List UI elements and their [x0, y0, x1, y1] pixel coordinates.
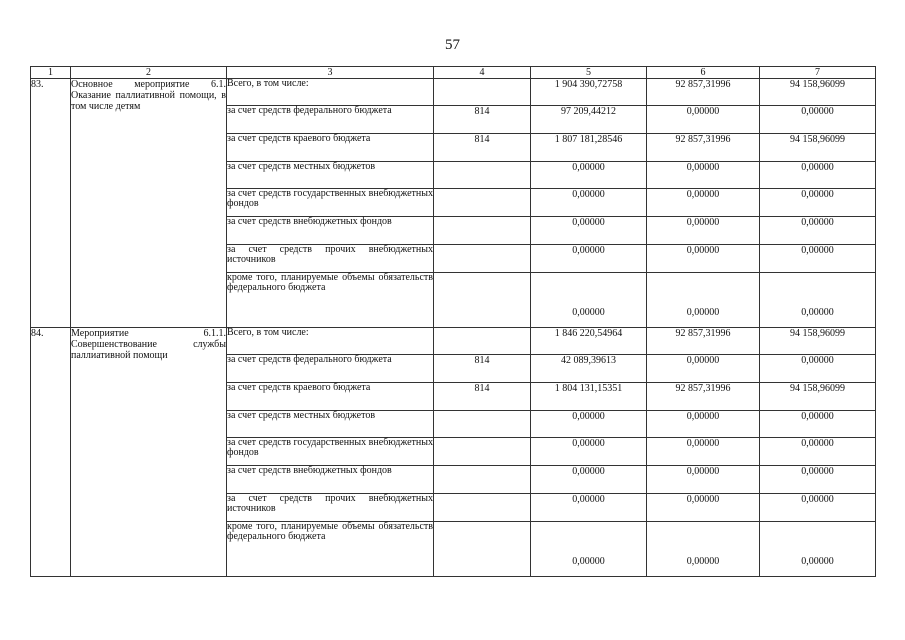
funding-source: за счет средств местных бюджетов [227, 411, 434, 438]
budget-code [434, 273, 531, 328]
value-col-7: 0,00000 [760, 106, 876, 134]
budget-code: 814 [434, 106, 531, 134]
value-col-6: 0,00000 [647, 217, 760, 245]
funding-source: за счет средств прочих внебюджетных источников [227, 245, 434, 273]
budget-code [434, 217, 531, 245]
value-col-5: 1 807 181,28546 [531, 134, 647, 162]
funding-source: за счет средств краевого бюджета [227, 383, 434, 411]
table-body [31, 67, 876, 577]
activity-name: Мероприятие 6.1.1. Совершенствование службы паллиативной помощи [71, 328, 227, 577]
value-col-6: 0,00000 [647, 494, 760, 522]
budget-table [30, 66, 876, 577]
table-row [31, 79, 876, 106]
budget-code [434, 189, 531, 217]
value-col-6: 0,00000 [647, 106, 760, 134]
value-col-5: 97 209,44212 [531, 106, 647, 134]
page-number: 57 [445, 37, 460, 53]
value-col-7: 0,00000 [760, 522, 876, 577]
budget-code [434, 522, 531, 577]
value-col-5: 0,00000 [531, 494, 647, 522]
value-col-5: 1 804 131,15351 [531, 383, 647, 411]
value-col-5: 0,00000 [531, 189, 647, 217]
value-col-6: 92 857,31996 [647, 134, 760, 162]
funding-source: за счет средств местных бюджетов [227, 162, 434, 189]
value-col-6: 92 857,31996 [647, 79, 760, 106]
value-col-5: 0,00000 [531, 245, 647, 273]
value-col-7: 0,00000 [760, 217, 876, 245]
value-col-5: 1 846 220,54964 [531, 328, 647, 355]
value-col-7: 94 158,96099 [760, 134, 876, 162]
value-col-7: 0,00000 [760, 162, 876, 189]
budget-code [434, 411, 531, 438]
column-header: 7 [760, 67, 876, 79]
column-header: 3 [227, 67, 434, 79]
funding-source: за счет средств государственных внебюджетных фондов [227, 438, 434, 466]
value-col-7: 0,00000 [760, 411, 876, 438]
value-col-7: 0,00000 [760, 189, 876, 217]
budget-code [434, 162, 531, 189]
value-col-5: 0,00000 [531, 466, 647, 494]
funding-source: за счет средств внебюджетных фондов [227, 466, 434, 494]
budget-code [434, 438, 531, 466]
value-col-7: 0,00000 [760, 494, 876, 522]
funding-source: кроме того, планируемые объемы обязательств федерального бюджета [227, 273, 434, 328]
funding-source: кроме того, планируемые объемы обязательств федерального бюджета [227, 522, 434, 577]
budget-code: 814 [434, 383, 531, 411]
funding-source: за счет средств федерального бюджета [227, 106, 434, 134]
value-col-6: 0,00000 [647, 355, 760, 383]
value-col-5: 0,00000 [531, 438, 647, 466]
value-col-6: 0,00000 [647, 438, 760, 466]
budget-code: 814 [434, 355, 531, 383]
value-col-6: 92 857,31996 [647, 328, 760, 355]
value-col-7: 94 158,96099 [760, 328, 876, 355]
column-header: 6 [647, 67, 760, 79]
value-col-6: 0,00000 [647, 162, 760, 189]
budget-code [434, 494, 531, 522]
value-col-7: 0,00000 [760, 466, 876, 494]
value-col-5: 0,00000 [531, 217, 647, 245]
value-col-7: 0,00000 [760, 273, 876, 328]
value-col-5: 1 904 390,72758 [531, 79, 647, 106]
activity-name: Основное мероприятие 6.1. Оказание паллиативной помощи, в том числе детям [71, 79, 227, 328]
funding-source: за счет средств прочих внебюджетных источников [227, 494, 434, 522]
value-col-6: 0,00000 [647, 466, 760, 494]
column-header: 1 [31, 67, 71, 79]
value-col-5: 0,00000 [531, 411, 647, 438]
value-col-5: 42 089,39613 [531, 355, 647, 383]
value-col-7: 0,00000 [760, 245, 876, 273]
budget-code [434, 79, 531, 106]
funding-source: Всего, в том числе: [227, 79, 434, 106]
table-row [31, 328, 876, 355]
value-col-6: 0,00000 [647, 189, 760, 217]
value-col-6: 0,00000 [647, 245, 760, 273]
column-header: 4 [434, 67, 531, 79]
funding-source: за счет средств государственных внебюджетных фондов [227, 189, 434, 217]
funding-source: Всего, в том числе: [227, 328, 434, 355]
value-col-7: 94 158,96099 [760, 79, 876, 106]
value-col-7: 0,00000 [760, 355, 876, 383]
value-col-6: 92 857,31996 [647, 383, 760, 411]
value-col-5: 0,00000 [531, 162, 647, 189]
budget-code [434, 328, 531, 355]
column-header: 2 [71, 67, 227, 79]
value-col-7: 94 158,96099 [760, 383, 876, 411]
value-col-5: 0,00000 [531, 522, 647, 577]
funding-source: за счет средств федерального бюджета [227, 355, 434, 383]
value-col-7: 0,00000 [760, 438, 876, 466]
column-header: 5 [531, 67, 647, 79]
funding-source: за счет средств внебюджетных фондов [227, 217, 434, 245]
value-col-6: 0,00000 [647, 522, 760, 577]
row-number: 84. [31, 328, 71, 577]
funding-source: за счет средств краевого бюджета [227, 134, 434, 162]
value-col-5: 0,00000 [531, 273, 647, 328]
value-col-6: 0,00000 [647, 273, 760, 328]
value-col-6: 0,00000 [647, 411, 760, 438]
row-number: 83. [31, 79, 71, 328]
budget-code: 814 [434, 134, 531, 162]
budget-code [434, 245, 531, 273]
budget-code [434, 466, 531, 494]
column-header-row [31, 67, 876, 79]
